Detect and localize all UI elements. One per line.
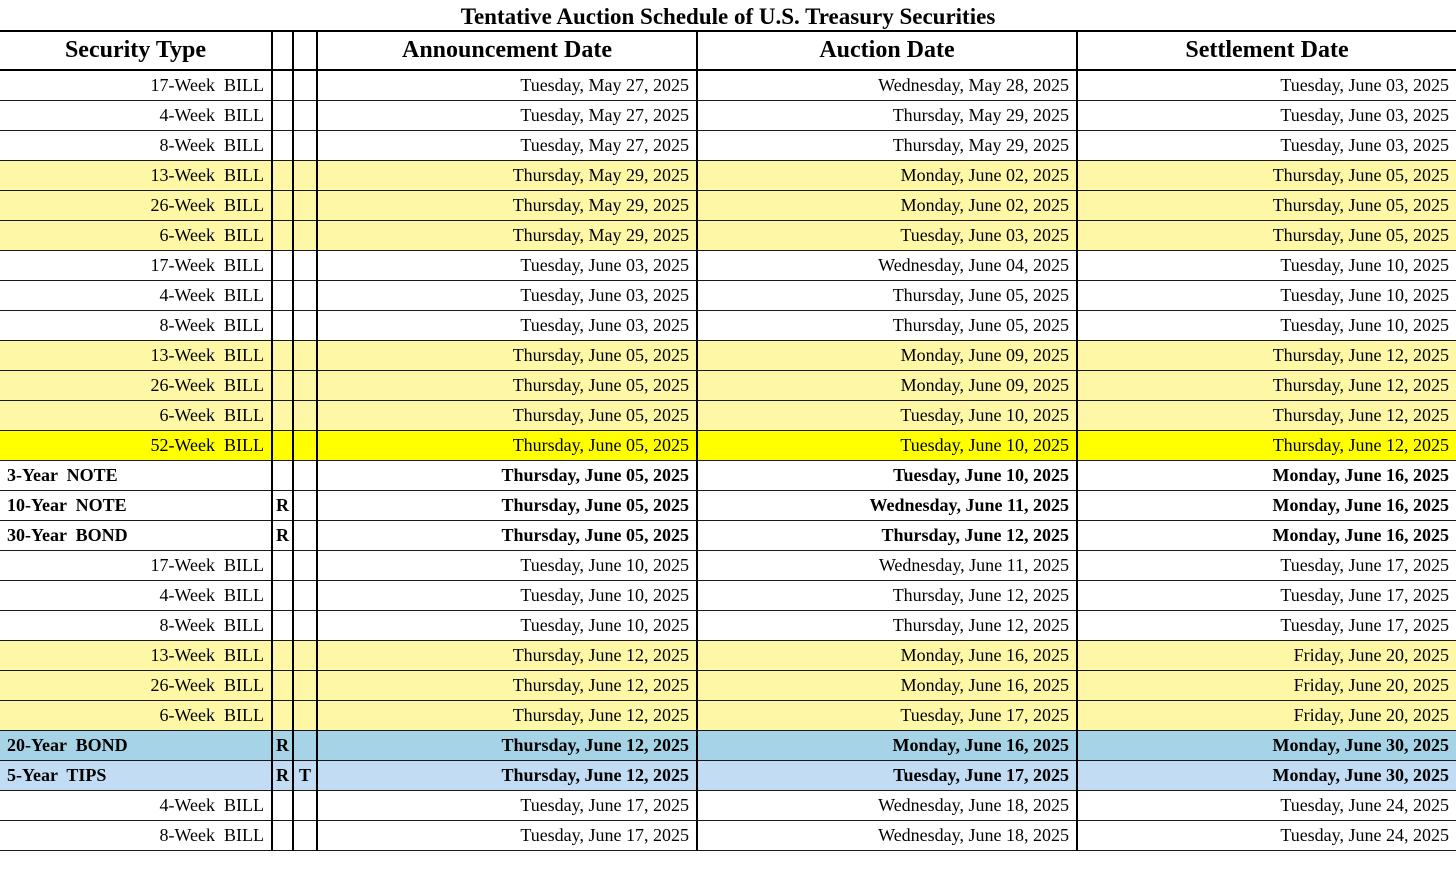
security-type-cell: 30-Year BOND xyxy=(0,520,272,550)
table-row xyxy=(0,700,1456,730)
announcement-date-cell: Thursday, June 05, 2025 xyxy=(317,490,697,520)
table-row xyxy=(0,520,1456,550)
tips-flag-cell xyxy=(293,550,317,580)
header-announcement-date: Announcement Date xyxy=(317,32,697,70)
settlement-date-cell: Monday, June 30, 2025 xyxy=(1077,760,1456,790)
security-type-cell: 26-Week BILL xyxy=(0,370,272,400)
table-row xyxy=(0,790,1456,820)
table-row xyxy=(0,160,1456,190)
security-type-cell: 5-Year TIPS xyxy=(0,760,272,790)
reopening-flag-cell xyxy=(272,340,293,370)
auction-date-cell: Monday, June 02, 2025 xyxy=(697,190,1077,220)
announcement-date-cell: Thursday, June 05, 2025 xyxy=(317,340,697,370)
settlement-date-cell: Tuesday, June 03, 2025 xyxy=(1077,130,1456,160)
tips-flag-cell xyxy=(293,220,317,250)
settlement-date-cell: Friday, June 20, 2025 xyxy=(1077,700,1456,730)
tips-flag-cell xyxy=(293,160,317,190)
reopening-flag-cell xyxy=(272,700,293,730)
reopening-flag-cell xyxy=(272,400,293,430)
table-row xyxy=(0,400,1456,430)
table-row xyxy=(0,640,1456,670)
table-row xyxy=(0,280,1456,310)
reopening-flag-cell xyxy=(272,430,293,460)
reopening-flag-cell xyxy=(272,100,293,130)
security-type-cell: 26-Week BILL xyxy=(0,670,272,700)
settlement-date-cell: Tuesday, June 17, 2025 xyxy=(1077,580,1456,610)
reopening-flag-cell: R xyxy=(272,760,293,790)
tips-flag-cell xyxy=(293,820,317,850)
tips-flag-cell xyxy=(293,790,317,820)
auction-date-cell: Thursday, June 12, 2025 xyxy=(697,610,1077,640)
security-type-cell: 8-Week BILL xyxy=(0,610,272,640)
auction-schedule-table xyxy=(0,32,1456,851)
security-type-cell: 17-Week BILL xyxy=(0,70,272,100)
auction-date-cell: Tuesday, June 17, 2025 xyxy=(697,700,1077,730)
reopening-flag-cell: R xyxy=(272,730,293,760)
reopening-flag-cell xyxy=(272,790,293,820)
announcement-date-cell: Tuesday, June 03, 2025 xyxy=(317,250,697,280)
announcement-date-cell: Thursday, June 12, 2025 xyxy=(317,700,697,730)
announcement-date-cell: Thursday, May 29, 2025 xyxy=(317,220,697,250)
tips-flag-cell xyxy=(293,700,317,730)
security-type-cell: 8-Week BILL xyxy=(0,130,272,160)
tips-flag-cell xyxy=(293,340,317,370)
auction-date-cell: Wednesday, May 28, 2025 xyxy=(697,70,1077,100)
table-row xyxy=(0,130,1456,160)
auction-date-cell: Monday, June 02, 2025 xyxy=(697,160,1077,190)
security-type-cell: 4-Week BILL xyxy=(0,580,272,610)
announcement-date-cell: Tuesday, June 17, 2025 xyxy=(317,820,697,850)
auction-date-cell: Thursday, June 05, 2025 xyxy=(697,310,1077,340)
settlement-date-cell: Monday, June 30, 2025 xyxy=(1077,730,1456,760)
announcement-date-cell: Tuesday, June 03, 2025 xyxy=(317,280,697,310)
auction-date-cell: Tuesday, June 10, 2025 xyxy=(697,400,1077,430)
tips-flag-cell xyxy=(293,310,317,340)
announcement-date-cell: Tuesday, June 17, 2025 xyxy=(317,790,697,820)
sheet-title: Tentative Auction Schedule of U.S. Treasury Securities xyxy=(0,0,1456,32)
table-row xyxy=(0,760,1456,790)
settlement-date-cell: Tuesday, June 17, 2025 xyxy=(1077,610,1456,640)
announcement-date-cell: Tuesday, May 27, 2025 xyxy=(317,130,697,160)
announcement-date-cell: Tuesday, May 27, 2025 xyxy=(317,100,697,130)
auction-date-cell: Tuesday, June 10, 2025 xyxy=(697,460,1077,490)
auction-date-cell: Wednesday, June 04, 2025 xyxy=(697,250,1077,280)
auction-date-cell: Tuesday, June 17, 2025 xyxy=(697,760,1077,790)
security-type-cell: 26-Week BILL xyxy=(0,190,272,220)
announcement-date-cell: Thursday, May 29, 2025 xyxy=(317,160,697,190)
auction-date-cell: Tuesday, June 03, 2025 xyxy=(697,220,1077,250)
security-type-cell: 52-Week BILL xyxy=(0,430,272,460)
reopening-flag-cell xyxy=(272,580,293,610)
tips-flag-cell xyxy=(293,460,317,490)
reopening-flag-cell xyxy=(272,160,293,190)
settlement-date-cell: Thursday, June 12, 2025 xyxy=(1077,370,1456,400)
tips-flag-cell xyxy=(293,100,317,130)
security-type-cell: 17-Week BILL xyxy=(0,550,272,580)
announcement-date-cell: Tuesday, June 10, 2025 xyxy=(317,610,697,640)
reopening-flag-cell xyxy=(272,250,293,280)
security-type-cell: 4-Week BILL xyxy=(0,790,272,820)
announcement-date-cell: Thursday, June 05, 2025 xyxy=(317,370,697,400)
security-type-cell: 4-Week BILL xyxy=(0,100,272,130)
security-type-cell: 10-Year NOTE xyxy=(0,490,272,520)
tips-flag-cell xyxy=(293,580,317,610)
auction-date-cell: Thursday, May 29, 2025 xyxy=(697,130,1077,160)
table-row xyxy=(0,190,1456,220)
announcement-date-cell: Thursday, June 05, 2025 xyxy=(317,430,697,460)
security-type-cell: 8-Week BILL xyxy=(0,310,272,340)
table-row xyxy=(0,310,1456,340)
table-row xyxy=(0,550,1456,580)
security-type-cell: 20-Year BOND xyxy=(0,730,272,760)
header-flag-t xyxy=(293,32,317,70)
announcement-date-cell: Thursday, June 12, 2025 xyxy=(317,640,697,670)
security-type-cell: 13-Week BILL xyxy=(0,640,272,670)
reopening-flag-cell: R xyxy=(272,490,293,520)
table-row xyxy=(0,430,1456,460)
security-type-cell: 13-Week BILL xyxy=(0,340,272,370)
tips-flag-cell xyxy=(293,520,317,550)
auction-date-cell: Wednesday, June 11, 2025 xyxy=(697,490,1077,520)
table-body xyxy=(0,70,1456,850)
auction-date-cell: Thursday, June 12, 2025 xyxy=(697,520,1077,550)
security-type-cell: 8-Week BILL xyxy=(0,820,272,850)
announcement-date-cell: Thursday, June 12, 2025 xyxy=(317,760,697,790)
settlement-date-cell: Tuesday, June 24, 2025 xyxy=(1077,790,1456,820)
announcement-date-cell: Tuesday, June 03, 2025 xyxy=(317,310,697,340)
table-row xyxy=(0,100,1456,130)
settlement-date-cell: Tuesday, June 10, 2025 xyxy=(1077,250,1456,280)
auction-date-cell: Tuesday, June 10, 2025 xyxy=(697,430,1077,460)
reopening-flag-cell xyxy=(272,820,293,850)
table-row xyxy=(0,250,1456,280)
table-row xyxy=(0,610,1456,640)
announcement-date-cell: Thursday, June 05, 2025 xyxy=(317,460,697,490)
reopening-flag-cell: R xyxy=(272,520,293,550)
reopening-flag-cell xyxy=(272,670,293,700)
settlement-date-cell: Thursday, June 12, 2025 xyxy=(1077,400,1456,430)
tips-flag-cell xyxy=(293,490,317,520)
security-type-cell: 6-Week BILL xyxy=(0,220,272,250)
header-settlement-date: Settlement Date xyxy=(1077,32,1456,70)
table-row xyxy=(0,820,1456,850)
reopening-flag-cell xyxy=(272,370,293,400)
tips-flag-cell xyxy=(293,670,317,700)
reopening-flag-cell xyxy=(272,310,293,340)
security-type-cell: 3-Year NOTE xyxy=(0,460,272,490)
announcement-date-cell: Tuesday, May 27, 2025 xyxy=(317,70,697,100)
announcement-date-cell: Thursday, June 12, 2025 xyxy=(317,730,697,760)
tips-flag-cell xyxy=(293,640,317,670)
auction-date-cell: Thursday, June 05, 2025 xyxy=(697,280,1077,310)
settlement-date-cell: Tuesday, June 24, 2025 xyxy=(1077,820,1456,850)
settlement-date-cell: Friday, June 20, 2025 xyxy=(1077,640,1456,670)
announcement-date-cell: Tuesday, June 10, 2025 xyxy=(317,550,697,580)
settlement-date-cell: Friday, June 20, 2025 xyxy=(1077,670,1456,700)
auction-date-cell: Monday, June 16, 2025 xyxy=(697,640,1077,670)
security-type-cell: 6-Week BILL xyxy=(0,700,272,730)
auction-date-cell: Thursday, June 12, 2025 xyxy=(697,580,1077,610)
auction-date-cell: Thursday, May 29, 2025 xyxy=(697,100,1077,130)
announcement-date-cell: Thursday, June 05, 2025 xyxy=(317,400,697,430)
reopening-flag-cell xyxy=(272,610,293,640)
announcement-date-cell: Thursday, June 12, 2025 xyxy=(317,670,697,700)
reopening-flag-cell xyxy=(272,130,293,160)
table-row xyxy=(0,670,1456,700)
settlement-date-cell: Thursday, June 05, 2025 xyxy=(1077,220,1456,250)
reopening-flag-cell xyxy=(272,460,293,490)
settlement-date-cell: Thursday, June 05, 2025 xyxy=(1077,160,1456,190)
security-type-cell: 6-Week BILL xyxy=(0,400,272,430)
security-type-cell: 4-Week BILL xyxy=(0,280,272,310)
table-row xyxy=(0,370,1456,400)
tips-flag-cell xyxy=(293,280,317,310)
tips-flag-cell xyxy=(293,610,317,640)
settlement-date-cell: Monday, June 16, 2025 xyxy=(1077,520,1456,550)
auction-date-cell: Wednesday, June 11, 2025 xyxy=(697,550,1077,580)
security-type-cell: 13-Week BILL xyxy=(0,160,272,190)
auction-date-cell: Monday, June 09, 2025 xyxy=(697,340,1077,370)
table-row xyxy=(0,220,1456,250)
auction-date-cell: Monday, June 16, 2025 xyxy=(697,670,1077,700)
reopening-flag-cell xyxy=(272,70,293,100)
tips-flag-cell xyxy=(293,370,317,400)
reopening-flag-cell xyxy=(272,280,293,310)
header-auction-date: Auction Date xyxy=(697,32,1077,70)
settlement-date-cell: Tuesday, June 10, 2025 xyxy=(1077,310,1456,340)
auction-date-cell: Wednesday, June 18, 2025 xyxy=(697,820,1077,850)
tips-flag-cell xyxy=(293,400,317,430)
settlement-date-cell: Monday, June 16, 2025 xyxy=(1077,460,1456,490)
settlement-date-cell: Thursday, June 12, 2025 xyxy=(1077,340,1456,370)
settlement-date-cell: Tuesday, June 03, 2025 xyxy=(1077,100,1456,130)
settlement-date-cell: Tuesday, June 03, 2025 xyxy=(1077,70,1456,100)
announcement-date-cell: Tuesday, June 10, 2025 xyxy=(317,580,697,610)
security-type-cell: 17-Week BILL xyxy=(0,250,272,280)
tips-flag-cell: T xyxy=(293,760,317,790)
reopening-flag-cell xyxy=(272,190,293,220)
header-security-type: Security Type xyxy=(0,32,272,70)
reopening-flag-cell xyxy=(272,640,293,670)
settlement-date-cell: Monday, June 16, 2025 xyxy=(1077,490,1456,520)
table-row xyxy=(0,580,1456,610)
settlement-date-cell: Tuesday, June 17, 2025 xyxy=(1077,550,1456,580)
reopening-flag-cell xyxy=(272,220,293,250)
reopening-flag-cell xyxy=(272,550,293,580)
settlement-date-cell: Tuesday, June 10, 2025 xyxy=(1077,280,1456,310)
settlement-date-cell: Thursday, June 05, 2025 xyxy=(1077,190,1456,220)
table-row xyxy=(0,70,1456,100)
announcement-date-cell: Thursday, May 29, 2025 xyxy=(317,190,697,220)
tips-flag-cell xyxy=(293,130,317,160)
announcement-date-cell: Thursday, June 05, 2025 xyxy=(317,520,697,550)
tips-flag-cell xyxy=(293,430,317,460)
table-row xyxy=(0,460,1456,490)
tips-flag-cell xyxy=(293,190,317,220)
tips-flag-cell xyxy=(293,730,317,760)
table-row xyxy=(0,490,1456,520)
settlement-date-cell: Thursday, June 12, 2025 xyxy=(1077,430,1456,460)
table-row xyxy=(0,730,1456,760)
header-flag-r xyxy=(272,32,293,70)
auction-date-cell: Wednesday, June 18, 2025 xyxy=(697,790,1077,820)
auction-date-cell: Monday, June 09, 2025 xyxy=(697,370,1077,400)
tips-flag-cell xyxy=(293,250,317,280)
tips-flag-cell xyxy=(293,70,317,100)
auction-date-cell: Monday, June 16, 2025 xyxy=(697,730,1077,760)
table-row xyxy=(0,340,1456,370)
header-row xyxy=(0,32,1456,70)
